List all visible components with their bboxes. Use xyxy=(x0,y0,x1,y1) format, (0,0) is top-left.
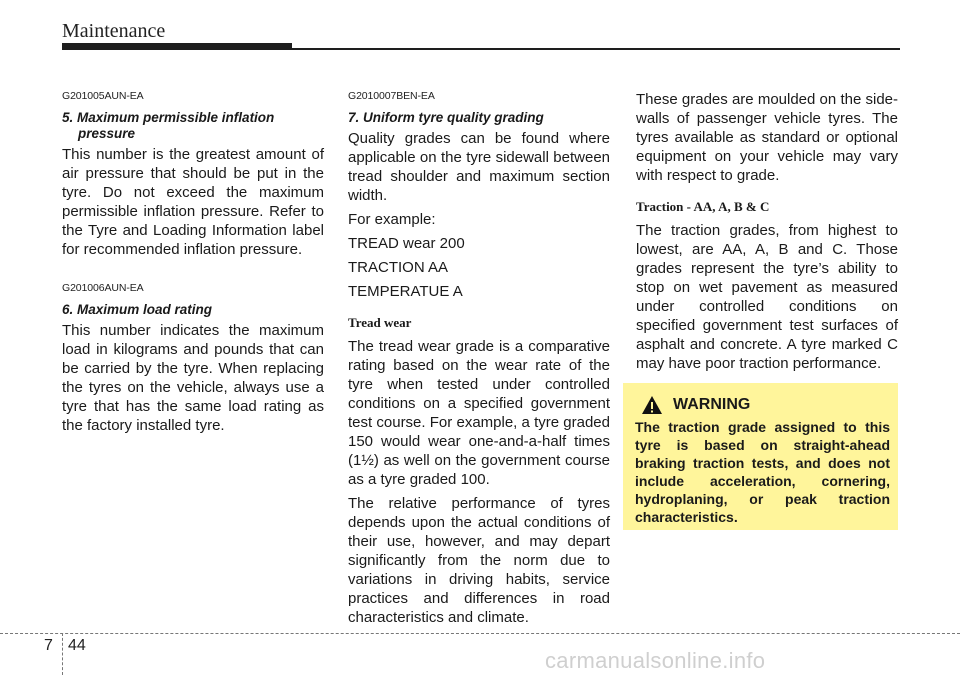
watermark: carmanualsonline.info xyxy=(545,648,766,673)
subsection-heading: Traction - AA, A, B & C xyxy=(636,199,770,214)
body-paragraph: TEMPERATUE A xyxy=(348,283,463,300)
body-paragraph: The traction grades, from highest to lowest, are AA, A, B and C. Those grades represent the tyre’s ability to stop on wet pavement as measured under controlled conditions on specified government test surfaces of asphalt and concrete. A tyre marked C may have poor traction performance. xyxy=(636,222,898,372)
body-paragraph: The tread wear grade is a comparative rating based on the wear rate of the tyre when tested under controlled conditions on a specified government test course. For example, a tyre graded 150 would wear one-and-a-half times (1½) as well on the government course as a tyre graded 100. xyxy=(348,338,610,488)
section-heading xyxy=(62,110,324,142)
warning-text: The traction grade assigned to this tyre is based on straight-ahead braking traction tests, and does not include acceleration, cornering, hydroplaning, or peak traction characteristics. xyxy=(635,419,890,525)
footer-divider xyxy=(0,633,960,634)
subsection-heading: Tread wear xyxy=(348,315,412,330)
body-paragraph: Quality grades can be found where applicable on the tyre sidewall between tread shoulder and maximum section width. xyxy=(348,130,610,204)
chapter-number: 7 xyxy=(44,637,53,654)
footer-page-separator xyxy=(62,633,63,675)
warning-title: WARNING xyxy=(673,396,751,413)
section-heading: 6. Maximum load rating xyxy=(62,302,213,317)
section-heading: 7. Uniform tyre quality grading xyxy=(348,110,544,125)
section-code: G201005AUN-EA xyxy=(62,90,144,102)
section-code: G201006AUN-EA xyxy=(62,282,144,294)
page-section-title: Maintenance xyxy=(62,20,166,42)
body-paragraph: This number indicates the maximum load in kilograms and pounds that can be carried by the tyre. When replacing the tyres on the vehicle, always use a tyre that has the same load rating as the factory installed tyre. xyxy=(62,322,324,434)
column-left xyxy=(62,90,324,440)
section-code: G2010007BEN-EA xyxy=(348,90,435,102)
column-middle xyxy=(348,90,610,632)
warning-box xyxy=(623,383,898,530)
body-paragraph: TRACTION AA xyxy=(348,259,449,276)
body-paragraph: These grades are moulded on the side-walls of passenger vehicle tyres. The tyres available as standard or optional equipment on your vehicle may vary with respect to grade. xyxy=(636,91,898,184)
body-paragraph: This number is the greatest amount of air pressure that should be put in the tyre. Do not exceed the maximum permissible inflation pressure. Refer to the Tyre and Loading Information label for recommended inflation pressure. xyxy=(62,146,324,258)
heading-line: 5. Maximum permissible inflation xyxy=(62,110,275,125)
body-paragraph: The relative performance of tyres depends upon the actual conditions of their use, however, and may depart significantly from the norm due to variations in driving habits, service practices and differences in road characteristics and climate. xyxy=(348,495,610,626)
column-right xyxy=(636,90,898,378)
warning-triangle-icon xyxy=(641,395,663,415)
page-number: 44 xyxy=(68,637,86,654)
heading-line: pressure xyxy=(78,126,136,141)
header-divider xyxy=(62,48,900,50)
body-paragraph: TREAD wear 200 xyxy=(348,235,465,252)
body-paragraph: For example: xyxy=(348,211,436,228)
warning-header xyxy=(641,395,890,415)
